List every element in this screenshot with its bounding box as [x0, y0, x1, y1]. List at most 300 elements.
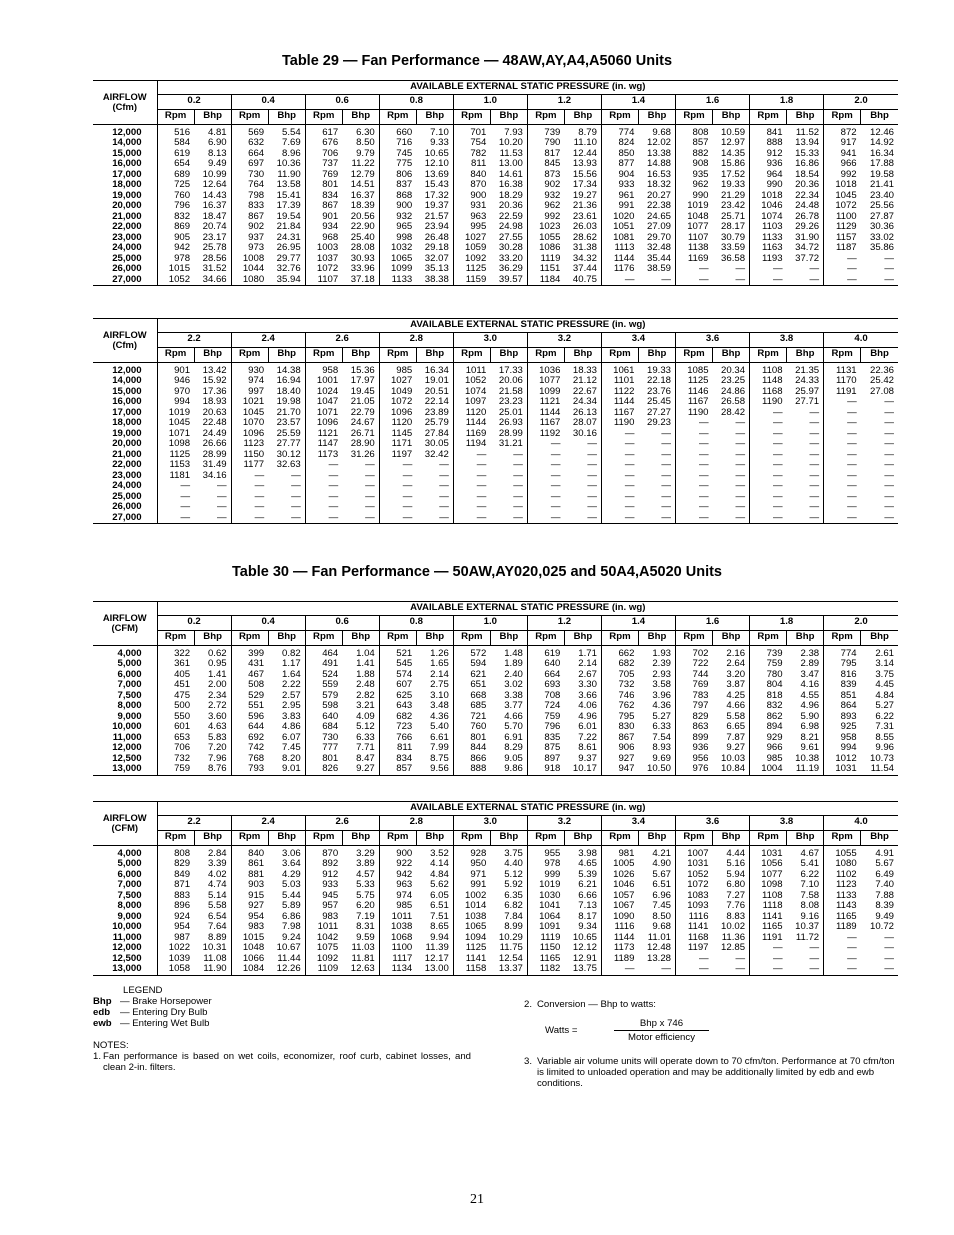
bhp-cell: — — [416, 502, 453, 513]
rpm-cell: 950 — [470, 859, 487, 869]
bhp-cell: 2.48 — [342, 680, 379, 691]
rpm-cell: 925 — [840, 722, 857, 732]
rpm-column-header: Rpm — [157, 830, 194, 845]
bhp-cell: 3.77 — [490, 701, 527, 712]
pressure-header: 3.0 — [453, 815, 527, 830]
bhp-cell: 14.35 — [713, 149, 750, 160]
bhp-cell: 5.39 — [564, 870, 601, 881]
table-row — [93, 492, 898, 503]
bhp-cell: 11.90 — [268, 170, 305, 181]
rpm-cell: 811 — [471, 159, 487, 169]
table-row — [93, 645, 898, 659]
bhp-cell: 17.88 — [869, 159, 894, 169]
page-number: 21 — [470, 1192, 484, 1207]
airflow-cell: 9,000 — [93, 712, 157, 723]
bhp-cell: 20.06 — [490, 376, 527, 387]
pressure-header: 3.6 — [676, 815, 750, 830]
bhp-cell: 8.21 — [787, 733, 824, 744]
bhp-column-header: Bhp — [342, 347, 379, 362]
bhp-cell: 8.75 — [416, 754, 453, 765]
rpm-cell: 685 — [470, 701, 487, 711]
bhp-cell: 9.56 — [416, 764, 453, 775]
rpm-cell: 900 — [396, 847, 413, 859]
bhp-cell: — — [713, 450, 750, 461]
bhp-cell: 9.68 — [638, 124, 675, 138]
rpm-cell: 1158 — [465, 964, 487, 974]
bhp-cell: 31.52 — [194, 264, 231, 275]
bhp-cell: 23.40 — [869, 190, 894, 201]
bhp-cell: 31.26 — [342, 450, 379, 461]
rpm-cell: 897 — [544, 753, 561, 764]
bhp-cell: 2.61 — [875, 647, 894, 659]
rpm-cell: — — [847, 418, 857, 428]
bhp-cell: 30.93 — [342, 254, 379, 265]
airflow-cell: 9,000 — [93, 912, 157, 923]
legend-item — [93, 996, 493, 1007]
table-row — [93, 201, 898, 212]
rpm-cell: 1056 — [761, 859, 783, 869]
rpm-cell: — — [773, 953, 783, 964]
bhp-cell: 12.02 — [638, 138, 675, 149]
bhp-cell: — — [884, 397, 894, 407]
rpm-cell: 992 — [840, 169, 857, 180]
bhp-column-header: Bhp — [638, 109, 675, 124]
rpm-cell: 625 — [396, 690, 413, 701]
bhp-cell: 25.01 — [490, 408, 527, 419]
rpm-cell: — — [698, 449, 709, 460]
bhp-cell: 33.20 — [490, 254, 527, 265]
rpm-cell: — — [254, 502, 265, 512]
bhp-cell: 23.94 — [416, 222, 453, 233]
rpm-cell: 912 — [322, 869, 339, 880]
rpm-cell: — — [328, 502, 339, 512]
rpm-cell: 816 — [840, 669, 857, 680]
pressure-header: 3.2 — [527, 815, 601, 830]
bhp-cell: 10.02 — [713, 922, 750, 933]
rpm-cell: 676 — [322, 138, 339, 148]
bhp-cell: 25.78 — [194, 243, 231, 254]
bhp-column-header: Bhp — [638, 630, 675, 645]
rpm-cell: 946 — [174, 376, 191, 386]
rpm-cell: — — [773, 449, 783, 460]
bhp-cell: 1.89 — [490, 659, 527, 670]
bhp-cell: 5.40 — [416, 722, 453, 733]
rpm-cell: 837 — [396, 180, 413, 190]
airflow-cell: 6,000 — [93, 870, 157, 881]
rpm-cell: 954 — [174, 922, 191, 932]
bhp-cell: — — [638, 450, 675, 461]
bhp-cell: 14.38 — [268, 362, 305, 376]
bhp-cell: 11.52 — [787, 124, 824, 138]
bhp-cell: — — [787, 460, 824, 471]
bhp-cell: 8.31 — [342, 922, 379, 933]
legend-text: — Entering Dry Bulb — [120, 1007, 208, 1018]
rpm-cell: 841 — [766, 126, 783, 138]
rpm-cell: — — [550, 491, 561, 502]
bhp-cell: 8.50 — [638, 912, 675, 923]
rpm-cell: 892 — [322, 859, 339, 869]
bhp-cell: 24.31 — [268, 233, 305, 244]
rpm-cell: 1002 — [465, 890, 487, 901]
rpm-cell: 862 — [766, 711, 783, 722]
bhp-cell: 3.20 — [713, 670, 750, 681]
rpm-cell: 451 — [174, 680, 191, 690]
airflow-header: AIRFLOW (Cfm) — [93, 319, 157, 362]
bhp-cell: 6.33 — [342, 733, 379, 744]
pressure-header: 1.8 — [750, 615, 824, 630]
table-row — [93, 387, 898, 398]
rpm-cell: 1096 — [390, 407, 413, 418]
rpm-cell: 870 — [322, 847, 339, 859]
rpm-cell: 1118 — [762, 901, 783, 911]
bhp-cell: 9.24 — [268, 933, 305, 944]
bhp-cell: 23.42 — [713, 201, 750, 212]
rpm-cell: 1181 — [169, 470, 191, 481]
rpm-cell: 1012 — [835, 753, 857, 764]
rpm-cell: 1138 — [687, 243, 709, 253]
note-text: Fan performance is based on wet coils, economizer, roof curb, cabinet losses, and clean 2-in. filters. — [103, 1051, 471, 1073]
rpm-cell: 745 — [396, 148, 413, 159]
bhp-cell: 9.68 — [638, 922, 675, 933]
pressure-header: 2.8 — [379, 815, 453, 830]
rpm-cell: 808 — [692, 126, 709, 138]
bhp-cell: 6.54 — [194, 912, 231, 923]
bhp-cell: 15.41 — [268, 191, 305, 202]
bhp-cell: 13.00 — [490, 159, 527, 170]
airflow-cell: 24,000 — [93, 481, 157, 492]
bhp-cell: 30.05 — [416, 439, 453, 450]
rpm-cell: 1125 — [169, 449, 191, 460]
rpm-cell: 594 — [470, 659, 487, 669]
bhp-cell: 28.42 — [713, 408, 750, 419]
bhp-cell: 23.89 — [416, 408, 453, 419]
bhp-cell: 28.62 — [564, 233, 601, 244]
bhp-cell: 10.72 — [869, 922, 894, 932]
bhp-cell: 17.52 — [713, 170, 750, 181]
rpm-cell: 867 — [248, 211, 265, 222]
rpm-cell: 829 — [174, 859, 191, 869]
bhp-column-header: Bhp — [713, 830, 750, 845]
rpm-column-header: Rpm — [157, 347, 194, 362]
bhp-cell: 27.87 — [869, 211, 894, 222]
rpm-cell: 1096 — [316, 418, 339, 428]
bhp-cell: 9.86 — [490, 764, 527, 775]
bhp-cell: 5.27 — [638, 712, 675, 723]
airflow-cell: 17,000 — [93, 408, 157, 419]
rpm-cell: 947 — [618, 764, 635, 774]
rpm-column-header: Rpm — [676, 830, 713, 845]
table-row — [93, 670, 898, 681]
legend-item — [93, 1007, 493, 1018]
bhp-column-header: Bhp — [564, 347, 601, 362]
rpm-cell: 941 — [840, 148, 857, 159]
note-number: 2. — [524, 999, 533, 1010]
airflow-cell: 27,000 — [93, 275, 157, 286]
bhp-cell: 22.34 — [787, 191, 824, 202]
bhp-cell: 6.86 — [268, 912, 305, 923]
bhp-cell: 8.83 — [713, 912, 750, 923]
bhp-cell: 7.22 — [564, 733, 601, 744]
bhp-cell: 1.71 — [564, 645, 601, 659]
bhp-cell: 8.89 — [194, 933, 231, 944]
rpm-cell: — — [698, 481, 709, 491]
rpm-cell: 399 — [248, 647, 265, 659]
bhp-cell: 21.05 — [342, 397, 379, 408]
rpm-cell: 1167 — [539, 418, 561, 428]
notes-right — [524, 999, 904, 1089]
bhp-cell: 27.55 — [490, 233, 527, 244]
rpm-cell: 662 — [618, 647, 635, 659]
bhp-cell: 3.66 — [564, 691, 601, 702]
rpm-cell: 702 — [692, 647, 709, 659]
bhp-cell: — — [713, 418, 750, 429]
bhp-cell: 4.55 — [787, 691, 824, 702]
table-row — [93, 450, 898, 461]
rpm-cell: — — [550, 470, 561, 481]
rpm-cell: 1163 — [761, 243, 783, 253]
rpm-cell: 1019 — [687, 201, 709, 211]
bhp-cell: 28.56 — [194, 254, 231, 265]
bhp-cell: 2.39 — [638, 659, 675, 670]
bhp-cell: 7.45 — [638, 901, 675, 912]
rpm-cell: — — [847, 932, 857, 943]
rpm-cell: 835 — [544, 732, 561, 743]
bhp-cell: — — [884, 428, 894, 439]
rpm-cell: 896 — [174, 901, 191, 911]
bhp-cell: 5.67 — [638, 870, 675, 881]
rpm-cell: — — [254, 491, 265, 502]
bhp-cell: 5.67 — [875, 859, 894, 869]
formula-numerator: Bhp x 746 — [614, 1018, 709, 1031]
table-row — [93, 933, 898, 944]
bhp-cell: — — [416, 460, 453, 471]
rpm-cell: 730 — [248, 169, 265, 180]
rpm-cell: 640 — [544, 659, 561, 669]
pressure-header: 2.4 — [231, 332, 305, 347]
bhp-cell: 6.66 — [564, 891, 601, 902]
bhp-cell: 26.58 — [713, 397, 750, 408]
bhp-cell: 6.30 — [342, 124, 379, 138]
bhp-cell: 37.18 — [342, 275, 379, 286]
rpm-cell: 954 — [248, 911, 265, 922]
bhp-cell: 4.02 — [194, 870, 231, 881]
pressure-header: 3.4 — [601, 815, 675, 830]
bhp-cell: 10.59 — [713, 124, 750, 138]
rpm-cell: 1036 — [539, 364, 561, 376]
bhp-cell: 35.13 — [416, 264, 453, 275]
bhp-cell: — — [884, 439, 894, 449]
bhp-cell: — — [268, 481, 305, 492]
rpm-cell: 684 — [322, 722, 339, 732]
rpm-column-header: Rpm — [231, 830, 268, 845]
bhp-cell: — — [787, 481, 824, 492]
bhp-cell: — — [884, 418, 894, 428]
bhp-cell: 11.81 — [342, 954, 379, 965]
rpm-cell: 500 — [174, 701, 191, 711]
rpm-column-header: Rpm — [157, 630, 194, 645]
bhp-column-header: Bhp — [194, 830, 231, 845]
bhp-cell: 13.28 — [638, 954, 675, 965]
rpm-cell: 1151 — [539, 264, 561, 274]
rpm-cell: 834 — [396, 753, 413, 764]
rpm-cell: — — [476, 481, 487, 491]
table-row — [93, 912, 898, 923]
bhp-cell: 5.54 — [268, 124, 305, 138]
bhp-cell: — — [884, 274, 894, 285]
rpm-cell: 801 — [322, 180, 339, 190]
rpm-cell: — — [624, 470, 635, 481]
airflow-cell: 14,000 — [93, 376, 157, 387]
table-row — [93, 754, 898, 765]
rpm-cell: 716 — [396, 138, 413, 148]
bhp-cell: 16.37 — [342, 191, 379, 202]
rpm-cell: 651 — [470, 680, 487, 690]
bhp-cell: 15.92 — [194, 376, 231, 387]
rpm-cell: 974 — [396, 890, 413, 901]
bhp-cell: 6.22 — [787, 870, 824, 881]
rpm-cell: — — [476, 449, 487, 460]
legend-text: — Entering Wet Bulb — [120, 1018, 210, 1029]
bhp-cell: 5.89 — [268, 901, 305, 912]
bhp-cell: 27.77 — [268, 439, 305, 450]
rpm-cell: 1168 — [687, 932, 709, 943]
rpm-cell: 978 — [544, 859, 561, 869]
bhp-cell: 4.29 — [268, 870, 305, 881]
bhp-cell: 22.79 — [342, 408, 379, 419]
rpm-cell: 1173 — [613, 943, 635, 953]
bhp-column-header: Bhp — [861, 830, 898, 845]
rpm-column-header: Rpm — [305, 830, 342, 845]
bhp-cell: 6.90 — [194, 138, 231, 149]
bhp-cell: 4.36 — [638, 701, 675, 712]
bhp-cell: 26.95 — [268, 243, 305, 254]
rpm-column-header: Rpm — [305, 109, 342, 124]
bhp-cell: 7.84 — [490, 912, 527, 923]
rpm-cell: 804 — [766, 680, 783, 690]
rpm-cell: 974 — [248, 376, 265, 386]
bhp-cell: 7.20 — [194, 743, 231, 754]
bhp-cell: — — [713, 429, 750, 440]
bhp-cell: 10.31 — [194, 943, 231, 954]
bhp-cell: 31.49 — [194, 460, 231, 471]
rpm-cell: 1134 — [391, 964, 413, 974]
rpm-cell: 1197 — [687, 943, 709, 953]
bhp-cell: 23.61 — [564, 212, 601, 223]
rpm-cell: 1102 — [836, 869, 857, 880]
rpm-cell: 1141 — [687, 922, 709, 932]
bhp-cell: 7.40 — [875, 880, 894, 890]
rpm-cell: 1193 — [761, 253, 783, 264]
rpm-cell: — — [698, 953, 709, 964]
rpm-cell: 976 — [692, 764, 709, 774]
rpm-cell: — — [698, 264, 709, 274]
rpm-cell: — — [773, 943, 783, 953]
bhp-cell: — — [564, 513, 601, 524]
rpm-cell: 1048 — [687, 211, 709, 222]
bhp-cell: 26.71 — [342, 429, 379, 440]
rpm-cell: 1129 — [836, 222, 857, 232]
bhp-cell: 28.17 — [713, 222, 750, 233]
bhp-cell: 22.38 — [638, 201, 675, 212]
rpm-cell: 1117 — [392, 953, 413, 964]
bhp-column-header: Bhp — [416, 830, 453, 845]
table-row — [93, 481, 898, 492]
bhp-cell: 6.21 — [564, 880, 601, 891]
table-row — [93, 222, 898, 233]
bhp-column-header: Bhp — [268, 630, 305, 645]
rpm-cell: 1027 — [390, 376, 413, 386]
bhp-cell: — — [787, 964, 824, 975]
rpm-cell: — — [624, 491, 635, 502]
bhp-cell: 8.99 — [490, 922, 527, 933]
bhp-cell: — — [490, 492, 527, 503]
table-row — [93, 264, 898, 275]
bhp-cell: — — [713, 471, 750, 482]
bhp-cell: 11.90 — [194, 964, 231, 975]
rpm-column-header: Rpm — [157, 109, 194, 124]
rpm-cell: 868 — [396, 190, 413, 201]
rpm-cell: 990 — [766, 180, 783, 190]
rpm-cell: 1097 — [465, 397, 487, 407]
bhp-cell: 12.63 — [342, 964, 379, 975]
rpm-cell: 768 — [248, 753, 265, 764]
bhp-cell: — — [884, 964, 894, 974]
bhp-cell: 4.81 — [194, 124, 231, 138]
bhp-cell: 25.79 — [416, 418, 453, 429]
pressure-header: 0.6 — [305, 94, 379, 109]
airflow-cell: 14,000 — [93, 138, 157, 149]
airflow-cell: 26,000 — [93, 502, 157, 513]
rpm-cell: 1083 — [687, 890, 709, 901]
bhp-cell: 19.27 — [564, 191, 601, 202]
rpm-cell: 1066 — [242, 953, 265, 964]
rpm-cell: 1051 — [613, 222, 635, 232]
bhp-cell: 6.49 — [875, 869, 894, 880]
bhp-cell: 10.67 — [268, 943, 305, 954]
rpm-cell: 1187 — [836, 243, 857, 253]
rpm-cell: 1103 — [761, 222, 783, 232]
rpm-cell: 722 — [692, 659, 709, 669]
rpm-cell: 866 — [470, 753, 487, 764]
rpm-cell: 529 — [248, 690, 265, 701]
rpm-cell: 1042 — [316, 932, 339, 943]
bhp-cell: — — [884, 449, 894, 460]
bhp-cell: 1.64 — [268, 670, 305, 681]
bhp-cell: 24.49 — [194, 429, 231, 440]
bhp-cell: 6.96 — [638, 891, 675, 902]
bhp-cell: 4.84 — [416, 870, 453, 881]
rpm-cell: 985 — [396, 364, 413, 376]
airflow-cell: 11,000 — [93, 733, 157, 744]
rpm-cell: 431 — [248, 659, 265, 669]
rpm-cell: 801 — [470, 732, 487, 743]
bhp-column-header: Bhp — [194, 347, 231, 362]
rpm-cell: 1101 — [613, 376, 635, 386]
rpm-cell: 981 — [618, 847, 635, 859]
rpm-cell: 991 — [470, 880, 487, 890]
bhp-cell: 8.96 — [268, 149, 305, 160]
bhp-cell: 6.35 — [490, 891, 527, 902]
bhp-cell: 9.79 — [342, 149, 379, 160]
bhp-cell: 7.31 — [875, 722, 894, 732]
rpm-cell: 1007 — [687, 847, 709, 859]
bhp-cell: 3.87 — [713, 680, 750, 691]
rpm-cell: 1165 — [836, 911, 857, 922]
rpm-cell: — — [624, 439, 635, 449]
bhp-cell: 30.12 — [268, 450, 305, 461]
bhp-cell: 6.05 — [416, 891, 453, 902]
rpm-cell: 682 — [618, 659, 635, 669]
